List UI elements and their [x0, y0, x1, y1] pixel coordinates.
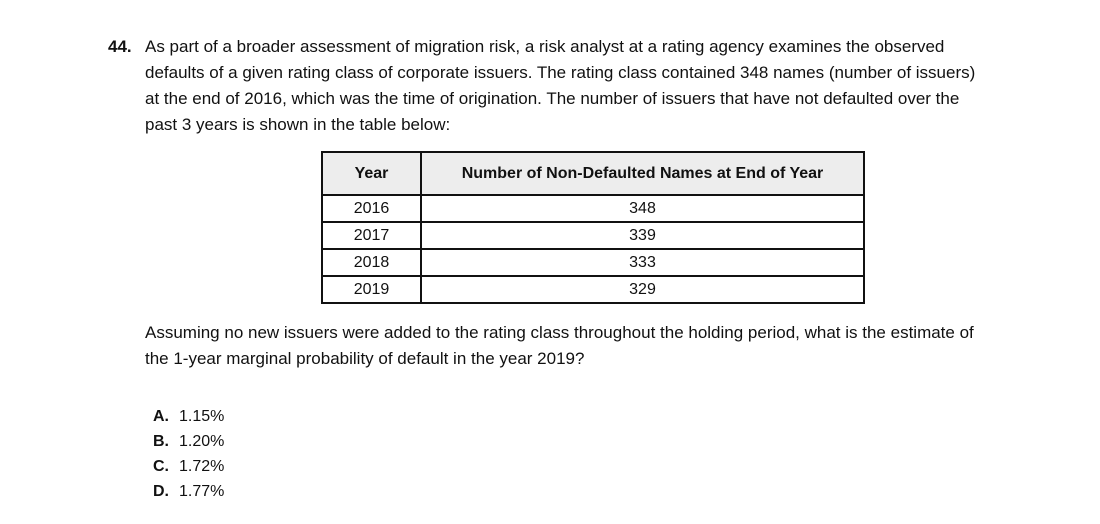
cell-count: 339 — [421, 222, 864, 249]
cell-year: 2017 — [322, 222, 421, 249]
table-header-row — [322, 152, 864, 195]
cell-count: 329 — [421, 276, 864, 303]
question-number: 44. — [108, 37, 132, 56]
option-text: 1.20% — [179, 433, 225, 450]
question-intro — [145, 34, 1055, 138]
cell-count: 348 — [421, 195, 864, 222]
prompt-line: the 1-year marginal probability of default in the year 2019? — [145, 349, 585, 368]
defaults-table — [321, 151, 865, 304]
option-letter: D. — [153, 483, 169, 500]
option-letter: A. — [153, 408, 169, 425]
option-c[interactable] — [153, 454, 224, 479]
intro-line: past 3 years is shown in the table below: — [145, 115, 451, 134]
option-letter: C. — [153, 458, 169, 475]
header-year: Year — [322, 152, 421, 195]
answer-options — [153, 404, 224, 504]
option-a[interactable] — [153, 404, 224, 429]
intro-line: at the end of 2016, which was the time of origination. The number of issuers that have not defaulted over the — [145, 89, 960, 108]
option-text: 1.15% — [179, 408, 225, 425]
intro-line: As part of a broader assessment of migration risk, a risk analyst at a rating agency examines the observed — [145, 37, 945, 56]
table-row — [322, 195, 864, 222]
option-d[interactable] — [153, 479, 224, 504]
option-b[interactable] — [153, 429, 224, 454]
option-text: 1.72% — [179, 458, 225, 475]
prompt-line: Assuming no new issuers were added to the rating class throughout the holding period, what is the estimate of — [145, 323, 974, 342]
intro-line: defaults of a given rating class of corporate issuers. The rating class contained 348 names (number of issuers) — [145, 63, 976, 82]
table-row — [322, 276, 864, 303]
header-non-defaulted: Number of Non-Defaulted Names at End of Year — [421, 152, 864, 195]
option-text: 1.77% — [179, 483, 225, 500]
option-letter: B. — [153, 433, 169, 450]
question-prompt — [145, 320, 1055, 372]
cell-year: 2016 — [322, 195, 421, 222]
cell-year: 2019 — [322, 276, 421, 303]
table-row — [322, 222, 864, 249]
cell-year: 2018 — [322, 249, 421, 276]
cell-count: 333 — [421, 249, 864, 276]
table-row — [322, 249, 864, 276]
